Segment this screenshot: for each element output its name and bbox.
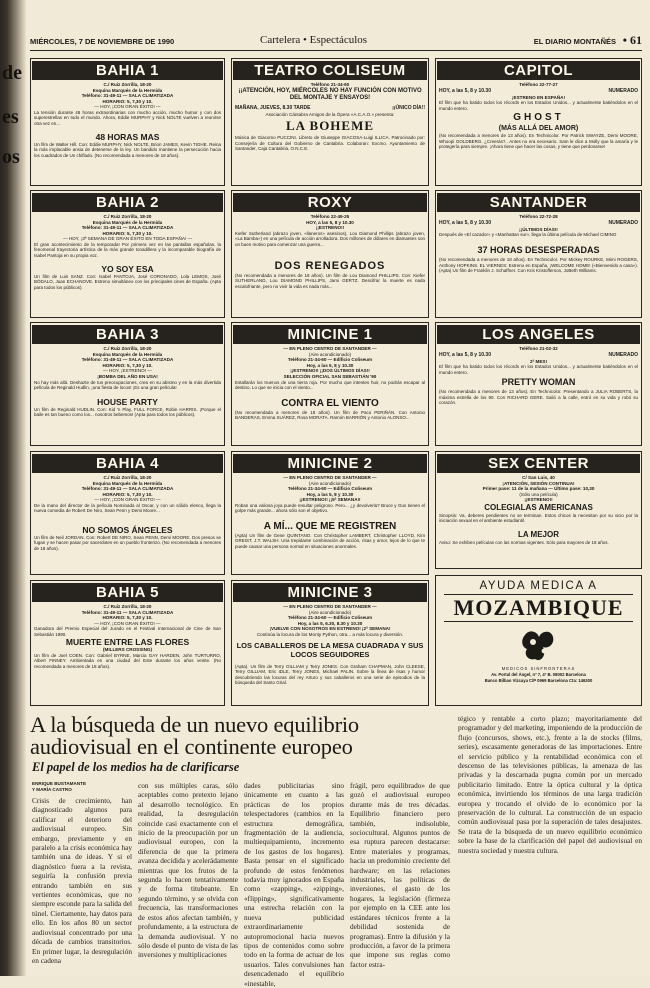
ad-address: C./ Ruiz Zorrilla, 18-20: [103, 604, 152, 609]
gutter-fragment: de: [2, 62, 22, 84]
ad-notice: — HOY, ¡CON GRAN ÉXITO! —: [94, 620, 161, 626]
ad-title: ROXY: [233, 193, 427, 212]
ad-address: Av. Portal del Àngel, nº 7, 4º B. 08002 Barcelona: [491, 672, 586, 677]
ad-address: Esquina Marqués de la Hermida: [92, 87, 163, 93]
gutter-fragment: es: [2, 106, 19, 128]
ad-phone: Teléfono: 31-49-11 — SALA CLIMATIZADA: [81, 357, 174, 363]
ad-address: Esquina Marqués de la Hermida: [92, 219, 163, 225]
ad-text: El film que ha batido todos los récords en los Estados Unidos... y actualmente batiéndolos en el mundo entero.: [439, 364, 638, 375]
ad-text: Asociación Cántabra Amigos de la Ópera «A.C.A.O.» presenta:: [265, 111, 395, 117]
ad-phone: Teléfono: 31-49-11 — SALA CLIMATIZADA: [81, 486, 174, 492]
ad-text: El film que ha batido todos los récords en los Estados Unidos... y actualmente batiéndolos en el mundo entero.: [439, 100, 638, 111]
ad-title: MINICINE 3: [233, 583, 427, 602]
ad-cast: Un film de Reginald HUDLIN. Con: Kid 'n Play, FULL FORCE, Robin HARRIS. ¡Porque el baile es tan bueno como los... nosotros bebemos! (Apta para todos los públicos).: [34, 406, 221, 418]
ad-title: BAHIA 2: [32, 193, 223, 212]
ad-notice: ¡¡ESTRENO!!: [315, 225, 345, 231]
byline-author: Y MARÍA CASTRO: [32, 786, 72, 792]
ad-hours: HOY, a las 5, 8 y 10.30: [306, 219, 354, 225]
ad-cast: Un film de Joel COEN. Con: Gabriel BYRNE, Marcia GAY HARDEN, John TURTURRO, Albert FINNEY. Ambientada en una ciudad del Este durante los años veinte. (No recomendada a menores de 18 años).: [34, 652, 221, 669]
ad-text: No hay más allá. Deshazte de tus preocupaciones, crea en su abismo y en la más divertida película de Reginald Hudlin, ¡una fiesta de locos! ¡Es una gran película!: [34, 379, 221, 391]
ad-notice: ¡¡ESTRENO!!: [524, 497, 553, 503]
ad-feature: GHOST: [513, 112, 564, 124]
ad-text: Kiefer Sutherland (abrazo joven, «llaneros» asesinos), Lou Diamond Phillips (abrazo joven, «La Bamba») en una película de acción arrolladora. Dos millones de dólares en diamantes son un buen motivo para comenzar una guerra...: [235, 230, 425, 247]
ad-feature: YO SOY ESA: [101, 263, 154, 274]
ad-feature: COLEGIALAS AMERICANAS: [484, 502, 593, 512]
ad-notice: ¡ESTRENO EN ESPAÑA!: [511, 94, 565, 100]
ad-phone: Teléfono 22-72-28: [519, 214, 558, 219]
ad-location: (Aire acondicionado): [308, 480, 352, 486]
ad-hours: HOY, a las 5, 8 y 10.30: [439, 87, 491, 94]
ad-feature: DOS RENEGADOS: [274, 259, 386, 272]
ad-phone: Teléfono 21-02-32: [519, 346, 558, 351]
header-date: MIÉRCOLES, 7 DE NOVIEMBRE DE 1990: [30, 37, 175, 46]
ad-feature: A MÍ... QUE ME REGISTREN: [263, 520, 397, 532]
ad-minicine-2: [231, 451, 429, 575]
ad-bahia-3: [30, 322, 225, 446]
ad-phone: Teléfono 21-34-60 — Edificio Coliseum: [287, 486, 373, 492]
ad-phone: Teléfono: 31-49-11 — SALA CLIMATIZADA: [81, 93, 174, 99]
msf-logo-icon: [519, 627, 559, 665]
article-column: tégico y rentable a corto plazo; mayoritariamente del programador y del marketing, imponiendo de la producción de flujo (concursos, shows, etc.), frente a la de stocks (films, series), escasamente generadoras de las importaciones. Entre el servicio público y la rentabilidad económica con el descenso de las televisiones públicas, la amenaza de las privadas y la descarnada pugna común por un mercado publicitario limitado. Entre la óptica cultural y la óptica económica, invirtiendo los términos de una larga tradición europea y trocando el olvido de lo económico por la preservación de lo cultural. La construcción de un espacio común audiovisual pasa por la superación de tales desajustes. Se trata de la búsqueda de un nuevo equilibrio económico sobre la base de la clarificación del papel del audiovisual en nuestra sociedad y nuestra cultura.: [458, 714, 642, 855]
ad-address: C/ San Luis, 40: [522, 475, 555, 480]
ad-cast: Música de Giacomo PUCCINI. Libreto de Giuseppe GIACOSA-Luigi ILLICA. Patrocinado por: Consejería de Cultura del Gobierno de Cantabria. Colaboran: Excmo. Ayuntamiento de Santander, Caja Cantabria, O.N.C.E.: [235, 135, 425, 152]
ad-hours: HORARIO: 5, 7,30 y 10.: [102, 615, 153, 621]
ad-hours: Primer pase: 11 de la mañana — Último pase: 10,30: [482, 486, 595, 492]
ad-phone: Teléfono 21-34-60 — Edificio Coliseum: [287, 615, 373, 621]
ad-notice: ¡VUELVE CON NOSOTROS EN ESTRENO! ¡2ª SEMANA!: [269, 626, 391, 632]
ad-title: BAHIA 4: [32, 454, 223, 473]
ad-feature: LOS CABALLEROS DE LA MESA CUADRADA Y SUS LOCOS SEGUIDORES: [236, 640, 424, 659]
ad-feature: 48 HORAS MAS: [95, 131, 160, 142]
ad-feature: CONTRA EL VIENTO: [281, 397, 379, 409]
ad-date: MAÑANA, JUEVES, 8.30 TARDE: [235, 104, 311, 111]
article-byline: [32, 781, 86, 792]
ad-cast: Un film de Walter Hill. Con: Eddie MURPHY, Nick NOLTE, Brion JAMES, Kevin TIGHE. Reina la más implacable ansia de detenerse de la ley. Un bandido mantiene la persecución hacia los cuadrados de Un chiflado. (No recomendada a menores de 18 años).: [34, 141, 221, 158]
ad-hours: HORARIO: 5, 7,30 y 10.: [102, 230, 153, 236]
ad-title: MINICINE 2: [233, 454, 427, 473]
ad-los-angeles: [435, 322, 642, 446]
ad-phone: Teléfono 21-34-60: [310, 82, 350, 87]
ad-phone: Teléfono 21-34-60 — Edificio Coliseum: [287, 357, 373, 363]
article-title: A la búsqueda de un nuevo equilibrio audiovisual en el continente europeo: [30, 712, 359, 759]
ad-title: BAHIA 5: [32, 583, 223, 602]
section-title: Cartelera • Espectáculos: [260, 34, 368, 46]
ad-subtitle: ¡BOMBA DEL AÑO EN USA!: [97, 373, 158, 379]
ad-hours: Hoy, a las 5, 6.30, 8.30 y 10.30: [297, 620, 363, 626]
ad-hours: HORARIO: 5, 7,30 y 10.: [102, 491, 153, 497]
ad-phone: Teléfono 22-49-25: [310, 214, 350, 219]
ad-bahia-4: [30, 451, 225, 575]
ad-address: Esquina Marqués de la Hermida: [92, 351, 163, 357]
ad-title: BAHIA 3: [32, 325, 223, 344]
ad-numbered: NUMERADO: [608, 219, 638, 226]
ad-feature: NO SOMOS ÁNGELES: [82, 524, 173, 535]
binding-gutter: [0, 0, 26, 976]
ad-feature: 37 HORAS DESESPERADAS: [477, 245, 600, 256]
ad-address: C./ Ruiz Zorrilla, 18-20: [103, 346, 152, 351]
ad-address: Esquina Marqués de la Hermida: [92, 480, 163, 486]
ad-bahia-1: [30, 58, 225, 186]
ad-cast: (No recomendada a menores de 18 años). Un film de Paco PERIÑÁN. Con Antonio BANDERAS, Emma SUÁREZ, Rosa MORATA. Ramón BARRIÓN y Antonio ALONSO...: [235, 409, 425, 421]
ad-capitol: [435, 58, 642, 186]
ad-text: Estallarán los truenos de una tierra roja. Por mucho que intentes huir, no podrás escapar al destino. Lo que se inicia con el viento...: [235, 379, 425, 391]
ad-minicine-1: [231, 322, 429, 446]
ad-address: C./ Ruiz Zorrilla, 18-20: [103, 214, 152, 219]
ad-hours: HORARIO: 5, 7,30 y 10.: [102, 362, 153, 368]
ad-feature: LA MEJOR: [517, 529, 560, 539]
ad-notice: — HOY, ¡ESTRENO! —: [103, 368, 152, 374]
ad-text: El gran acontecimiento de la temporada! Por primera vez en las pantallas españolas, la fenomenal trayectoria artística de la más grande tonadillera y la incomparable biografía de Isabel Pantoja en su propia voz.: [34, 241, 221, 258]
ad-cast: (Apta) Un film de Gene QUINTANO. Con Christopher LAMBERT, Christopher LLOYD, Kim GREIST, J.T. WALSH. Una trepidante combinación de acción, risas y amor, lejos de lo que te puede causar una persona normal en situaciones anormales.: [235, 532, 425, 549]
ad-address: C./ Ruiz Zorrilla, 18-20: [103, 82, 152, 87]
ad-text: La tensión durante 48 horas extraordinarias con mucho acción, mucho humor y con dos superestrellas en todo el mundo. Ahora, Eddie MURPHY y Nick NOLTE vuelven a reunirse otra vez en...: [34, 109, 221, 126]
ad-subtitle: Continúa la locura de los Monty Python, otra... a más locura y diversión.: [256, 631, 404, 637]
article-column: dades publicitarias sino únicamente en cuanto a las prácticas de los propios telespectadores (cambios en la estructura demográfica, fragmentación de la audiencia, multiequipamiento, incremento de los gastos de los hogares). Basta pensar en el significado profundo de estos fenómenos todavía muy ignorados en España como «zapping», «zipping», «flipping», significativamente una estrecha relación con la nueva publicidad extraordinariamente autopromocional hacia nuevos tipos de contenidos como sobre todo en la forma de actuar de los usuarios. Tales convulsiones han desencadenado el equilibrio «inestable,: [244, 781, 344, 988]
article-column: Crisis de crecimiento, han diagnosticado algunos para calificar el deterioro del audiovisual europeo. Sin embargo, previamente y en paralelo a la crisis económica hay también una de ideas. Y si el diagnóstico fuera a la revista, seguiría la confusión previa entrando también en sus vertientes económicas, que no siempre esconde para la salida del túnel. Ciertamente, hay datos para ello. En los años 80 un sector audiovisual concentrado por una década de cambios transitorios. En primer lugar, la desregulación en cadena: [32, 796, 132, 965]
ad-location: — EN PLENO CENTRO DE SANTANDER —: [283, 475, 377, 480]
ad-cast: (No recomendada a menores de 13 años). En Technicolor. Presentando a JULIA ROBERTS, la máxima estrella de los 90. Con RICHARD GERE. Salió a la calle, entró en su vida y robó su corazón.: [439, 389, 638, 406]
ad-location: (Aire acondicionado): [308, 351, 352, 357]
ad-title: CAPITOL: [437, 61, 640, 80]
ad-numbered: NUMERADO: [608, 87, 638, 94]
ad-hours: HOY, a las 5, 8 y 10.30: [439, 351, 491, 358]
ad-headline: AYUDA MEDICA A: [479, 580, 598, 592]
ad-bank-account: Banco Bilbao Vizcaya C/P 0969 Barcelona Cta: 146300: [484, 678, 593, 683]
ad-hours: HORARIO: 5, 7,30 y 10.: [102, 98, 153, 104]
ad-notice: ¡¡ÚLTIMOS DÍAS!!: [519, 226, 558, 232]
ad-notice: — HOY, ¡CON GRAN ÉXITO! —: [94, 104, 161, 110]
article-column: con sus múltiples caras, sólo aceptables como pretexto lejano al desarrollo tecnológico. En realidad, la desregulación coincide casi exactamente con el inicio de la preocupación por un audiovisual europeo, con la diferencia de que la primera avanza decidida y acelerádamente mientras que los frutos de la segunda lo hacen tentativamente y de forma titubeante. En segundo término, y se olvida con frecuencia, las transformaciones de estos años afectan también, y profundamente, a la estructura de la demanda audiovisual. Y no sólo desde el punto de vista de las inversiones y multiplicaciones: [138, 781, 238, 960]
ad-location: — EN PLENO CENTRO DE SANTANDER —: [283, 604, 377, 609]
ad-sex-center: [435, 451, 642, 569]
ad-minicine-3: [231, 580, 429, 706]
ad-badge: ¡¡ÚNICO DÍA!!: [392, 104, 425, 111]
ad-cast: (No recomendada a menores de 13 años). En Technicolor. Por Patrick SWAYZE, Demi MOORE, Whoopi GOLDBERG. ¿Creerás?.. Antes no era necesario. Sam le dice a Molly que la amaría y le protegería para siempre. ¡Ahora tiene que hacer las cosas, y tiene que perdonarse!: [439, 133, 638, 150]
ad-notice: — HOY, ¡3ª SEMANA DE GRAN ÉXITO EN TODA ESPAÑA! —: [62, 236, 193, 242]
ad-bahia-2: [30, 190, 225, 318]
ad-cast: Un film de Neil JORDAN. Con: Robert DE NIRO, Sean PENN, Demi MOORE. Dos presos se fugan y se hacen pasar por sacerdotes en un pueblo fronterizo. (No recomendada a menores de 18 años).: [34, 534, 221, 551]
ad-feature: MUERTE ENTRE LAS FLORES: [65, 637, 190, 648]
ad-notice: ¡¡ESTRENO!! ¡¡DOS ÚLTIMOS DÍAS!!: [290, 368, 370, 374]
ad-title: MOZAMBIQUE: [444, 594, 633, 622]
ad-cast: (No recomendada a menores de 18 años). En Technicolor. Por Mickey ROURKE, Mimi ROGERS, Anthony HOPKINS. EL VIERNES: Estreno en España, ¡WELCOME HOME! («Bienvenido a casa»). (Apta) Un film de Franklin J. Schaffner. Con Kris Kristofferson, JoBeth Williams.: [439, 257, 638, 274]
ad-numbered: NUMERADO: [608, 351, 638, 358]
ad-note: (Sólo una película): [519, 491, 558, 497]
ad-medical-aid-mozambique: [435, 575, 642, 706]
gutter-fragment: os: [2, 146, 20, 168]
ad-text: Sinopsis: Va, deberes pendientes no se terminan. Estos chicos la necesitan por su vicio por la iniciación sexual en el ambiente estudiantil.: [439, 512, 638, 524]
ad-title: LOS ANGELES: [437, 325, 640, 344]
ad-text: Roban una valiosa joya puede resultar peligroso. Pero... ¿y devolverla? Bruce y Gus tienen el golpe más grande... ahora sólo son el objetivo.: [235, 502, 425, 514]
ad-address: C./ Ruiz Zorrilla, 18-20: [103, 475, 152, 480]
ad-title: BAHIA 1: [32, 61, 223, 80]
ad-subtitle: (MÁS ALLÁ DEL AMOR): [498, 125, 579, 133]
ad-notice: 2ª MES!: [529, 358, 548, 364]
page-number: • 61: [622, 33, 642, 47]
ad-feature: LA BOHEME: [285, 118, 375, 134]
ad-subtitle: SELECCIÓN OFICIAL SAN SEBASTIÁN '90: [283, 373, 377, 379]
ad-notice: ¡¡ATENCIÓN, HOY, MIÉRCOLES NO HAY FUNCIÓN CON MOTIVO DEL MONTAJE Y ENSAYOS!: [238, 87, 422, 101]
page-header: [30, 34, 642, 48]
ad-cast: (Apta). Un film de Terry GILLIAM y Terry JONES. Con Graham CHAPMAN, John CLEESE, Terry GILLIAM, Eric IDLE, Terry JONES, Michael PALIN. Sobre la línea de risas y humor descubriendo las locuras del rey Arturo y sus caballeros en una serie de episodios de la búsqueda del Santo Grial.: [235, 663, 425, 686]
ad-notice: ¡¡ESTRENO!! ¡¡5ª SEMANA!!: [299, 497, 361, 503]
ad-santander: [435, 190, 642, 318]
ad-location: (Aire acondicionado): [308, 609, 352, 615]
ad-bahia-5: [30, 580, 225, 706]
ad-feature: HOUSE PARTY: [97, 396, 158, 407]
ad-cast: Un film de Luis SANZ. Con: Isabel PANTOJA, José CORONADO, Lola LEMOS, José BÓDALO, Juan ECHANOVE. Estreno simultáneo con los principales cines de España. (Apta para todos los públicos).: [34, 273, 221, 290]
ad-teatro-coliseum: [231, 58, 429, 186]
ad-organization: MEDICOS SINFRONTERAS: [501, 666, 576, 671]
article-column: frágil, pero equilibrado» de que gozó el audiovisual europeo durante más de tres décadas. Equilibrio financiero pero también, indisoluble, sociocultural. Algunos puntos de esa ruptura parecen destacarse: Entre materiales y programas, hacia un predominio creciente del hardware; en las relaciones industriales, las políticas de inversiones, el gasto de los hogares, la legislación (firmeza por ejemplo en la CEE ante los estándares técnicos frente a la debilidad sostenida de programas). Entre la difusión y la producción, a favor de la primera que impone sus reglas como factor estra-: [350, 781, 450, 969]
byline-author: ENRIQUE BUSTAMANTE: [32, 781, 87, 786]
article-subtitle: El papel de los medios ha de clarificarse: [32, 760, 240, 774]
ad-cast: Aviso: Se exhiben películas con las normas vigentes. Sólo para mayores de 18 años.: [439, 539, 609, 545]
ad-title: MINICINE 1: [233, 325, 427, 344]
ad-title: SANTANDER: [437, 193, 640, 212]
ad-roxy: [231, 190, 429, 318]
ad-location: — EN PLENO CENTRO DE SANTANDER —: [283, 346, 377, 351]
ad-text: Después de «El cazador» y «Manhattan sur», llega la última película de Michael CIMINO: [439, 232, 617, 238]
ad-title: TEATRO COLISEUM: [233, 61, 427, 80]
ad-hours: Hoy, a las 5, 8 y 10.30: [306, 362, 354, 368]
ad-phone: Teléfono: 31-49-11 — SALA CLIMATIZADA: [81, 225, 174, 231]
newspaper-name: EL DIARIO MONTAÑÉS: [533, 37, 616, 46]
ad-feature: PRETTY WOMAN: [501, 377, 576, 388]
ad-cast: (No recomendada a menores de 18 años). Un film de Lou Diamond PHILLIPS. Con: Kiefer SUTHERLAND, Lou DIAMOND PHILLIPS, Jami GERTZ. Descifrar la muerte es nada escalofriante, pero no vivir la vida es nada más...: [235, 272, 425, 289]
header-rule: [30, 50, 642, 51]
ad-subtitle: ¡ATENCIÓN, SESIÓN CONTINUA!: [502, 480, 575, 486]
ad-hours: HOY, a las 5, 8 y 10.30: [439, 219, 491, 226]
ad-text: Ganadora del Premio Especial del Jurado en el Festival Internacional de Cine de San Sebastián 1990.: [34, 626, 221, 637]
ad-title: SEX CENTER: [437, 454, 640, 473]
ad-phone: Teléfono 22-77-27: [519, 82, 558, 87]
ad-notice: — HOY, ¡CON GRAN ÉXITO! —: [94, 497, 161, 503]
ad-hours: Hoy, a las 5, 8 y 10.30: [306, 491, 354, 497]
ad-subtitle: (MILLERS CROSSING): [103, 647, 152, 653]
ad-phone: Teléfono: 31-49-11 — SALA CLIMATIZADA: [81, 609, 174, 615]
ad-text: De la mano del director de la película Nominada al Oscar, y con un sólido elenco, llega la nueva comedia de Robert De Niro, Sean Penn y Demi Moore...: [34, 502, 221, 514]
